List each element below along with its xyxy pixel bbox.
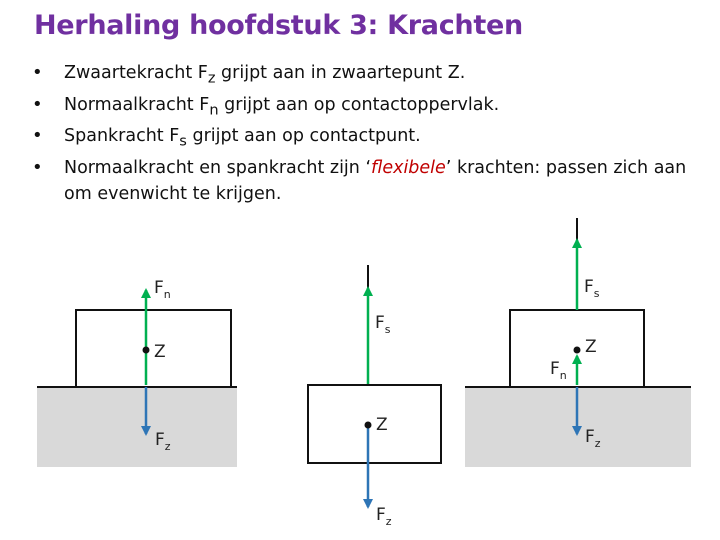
label-gravity-force-hanging: $F_z$	[376, 505, 392, 528]
label-tension-force-right: $F_s$	[584, 277, 600, 300]
hanging-block	[308, 385, 441, 463]
center-of-mass-point-right	[574, 347, 581, 354]
label-gravity-force: $F_z$	[155, 430, 171, 453]
bullet-flexible-forces: • Normaalkracht en spankracht zijn ‘flexibele’ krachten: passen zich aan om evenwicht te krijgen.	[30, 155, 710, 207]
center-of-mass-point	[143, 347, 150, 354]
ground-surface	[37, 387, 237, 467]
diagram-block-with-rope	[465, 218, 691, 467]
label-tension-force: $F_s$	[375, 313, 391, 336]
point-label-z: Z	[154, 342, 166, 362]
label-normal-force-right: $F_n$	[550, 359, 567, 382]
center-of-mass-point-hanging	[365, 422, 372, 429]
diagram-block-on-ground	[37, 278, 237, 467]
flexible-word: flexibele	[371, 157, 446, 178]
slide-title: Herhaling hoofdstuk 3: Krachten	[34, 10, 523, 41]
label-normal-force: $F_n$	[154, 278, 171, 301]
point-label-z-right: Z	[585, 337, 597, 357]
point-label-z-hanging: Z	[376, 415, 388, 435]
bullet-tension-force: • Spankracht $F_s$ grijpt aan op contactpunt.	[30, 123, 710, 155]
bullet-normal-force: • Normaalkracht $F_n$ grijpt aan op contactoppervlak.	[30, 92, 710, 124]
label-gravity-force-right: $F_z$	[585, 427, 601, 450]
bullet-gravity: • Zwaartekracht $F_z$ grijpt aan in zwaartepunt Z.	[30, 60, 710, 92]
diagram-hanging-block	[308, 265, 441, 528]
